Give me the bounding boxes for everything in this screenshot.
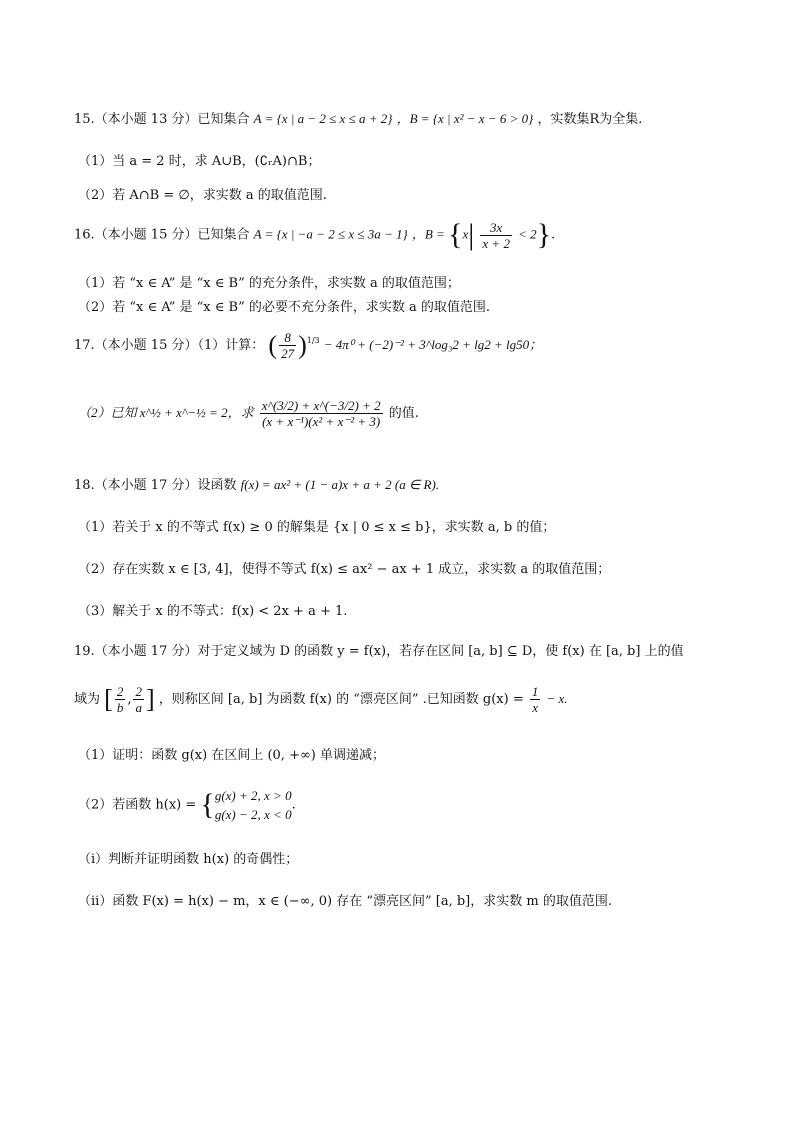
q19-g-tail: − x. [546,691,568,706]
q15-set-a: A = {x | a − 2 ≤ x ≤ a + 2} [253,111,393,126]
q16-x: x [462,226,469,242]
q17-frac-den: 27 [281,346,295,361]
q16-stem: 16.（本小题 15 分）已知集合 A = {x | −a − 2 ≤ x ≤ 3a − 1} ，B = {x| $\frac{3x}{x + 2}$ < 2}. [74,218,556,251]
q19-case-positive: g(x) + 2, x > 0 [214,788,292,803]
q17-part-2 [78,398,720,429]
q15-universal: ，实数集R为全集. [537,112,643,127]
q19-g-fraction [530,684,541,715]
q16-frac-den: x + 2 [482,235,510,251]
q17-stem [74,330,720,361]
q19-frac-2b-den: b [116,700,124,715]
q17-paren-open: ( [268,330,278,360]
q15-number: 15.（本小题 13 分）已知集合 [74,112,250,127]
q17-exponent: 1/3 [306,336,320,345]
q17-p2-condition: （2）已知 x^½ + x^−½ = 2，求 [78,405,254,420]
q16-set-b-post: < 2 [518,226,537,242]
q19-frac-2a [133,684,144,715]
q19-case-negative: g(x) − 2, x < 0 [214,807,292,822]
q17-paren-close: ) [298,330,307,360]
q19-frac-2a-num: 2 [135,684,142,699]
q19-part-2-i: （i）判断并证明函数 h(x) 的奇偶性； [78,852,299,867]
q17-rest: − 4π⁰ + (−2)⁻² + 3^log₃2 + lg2 + lg50； [323,337,543,352]
q17-p2-den: (x + x⁻¹)(x² + x⁻² + 3) [262,414,381,429]
q15-part-1: （1）当 a = 2 时，求 A∪B，(∁ᵣA)∩B； [78,154,321,169]
q15-set-b: ，B = {x | x² − x − 6 > 0} [396,111,534,126]
q16-frac-num: 3x [480,220,512,236]
q19-definition: ，则称区间 [a, b] 为函数 f(x) 的 “漂亮区间” .已知函数 g(x) = [158,692,524,707]
q17-p2-fraction [260,398,383,429]
q17-p2-tail: 的值. [388,406,419,421]
q18-stem [74,474,720,493]
q19-part-2 [78,786,720,824]
q19-frac-2a-den: a [135,700,142,715]
q19-stem-line-1: 19.（本小题 17 分）对于定义域为 D 的函数 y = f(x)，若存在区间 [a, b] ⊆ D，使 f(x) 在 [a, b] 上的值 [74,644,684,659]
q19-stem-line-2: 域为 [ $\frac{2}{b}$ , $\frac{2}{a}$ ] ，则称区间 [a, b] 为函数 f(x) 的 “漂亮区间” .已知函数 g(x) = $\frac{1}{x}$ − x. [74,684,568,715]
q16-part-1: （1）若 “x ∈ A” 是 “x ∈ B” 的充分条件，求实数 a 的取值范围； [78,276,460,291]
q17-number: 17.（本小题 15 分）（1）计算： [74,338,265,353]
q16-brace-open: { [448,218,463,251]
q19-part-1: （1）证明：函数 g(x) 在区间上 (0, +∞) 单调递减； [78,748,385,763]
q16-set-b-prefix: ，B = [411,226,449,242]
q15-part-2: （2）若 A∩B = ∅，求实数 a 的取值范围. [78,188,327,203]
q18-part-3: （3）解关于 x 的不等式：f(x) < 2x + a + 1. [78,604,348,619]
q18-part-2: （2）存在实数 x ∈ [3, 4]，使得不等式 f(x) ≤ ax² − ax + 1 成立，求实数 a 的取值范围； [78,562,611,577]
q18-part-1: （1）若关于 x 的不等式 f(x) ≥ 0 的解集是 {x | 0 ≤ x ≤ b}，求实数 a, b 的值； [78,520,556,535]
q19-bracket-close: ] [145,684,155,714]
q19-cases-brace: { [200,788,215,821]
q16-number: 16.（本小题 15 分）已知集合 [74,227,250,243]
q19-bracket-open: [ [104,684,113,714]
q19-g-den: x [532,700,539,715]
q19-frac-2b [115,684,126,715]
q19-h-tail: . [291,797,296,813]
q15-stem [74,108,720,127]
q18-function: f(x) = ax² + (1 − a)x + a + 2 (a ∈ R). [240,477,440,492]
q19-frac-2b-num: 2 [116,684,124,699]
q18-number: 18.（本小题 17 分）设函数 [74,478,237,493]
q16-brace-close: } [536,218,552,251]
q16-set-a: A = {x | −a − 2 ≤ x ≤ 3a − 1} [253,226,408,242]
q16-fraction [480,220,512,251]
q19-cases [215,786,292,824]
q19-h-prefix: （2）若函数 h(x) = [78,797,197,813]
q17-fraction [279,330,296,361]
q16-part-2: （2）若 “x ∈ A” 是 “x ∈ B” 的必要不充分条件，求实数 a 的取值范围. [78,300,491,315]
q19-range-prefix: 域为 [74,692,101,707]
q17-p2-num: x^(3/2) + x^(−3/2) + 2 [261,398,381,413]
q17-frac-num: 8 [279,330,296,346]
q16-bar: | [468,218,475,251]
q19-g-num: 1 [531,684,539,699]
q19-part-2-ii: （ii）函数 F(x) = h(x) − m，x ∈ (−∞, 0) 存在 “漂亮区间” [a, b]，求实数 m 的取值范围. [78,894,612,909]
